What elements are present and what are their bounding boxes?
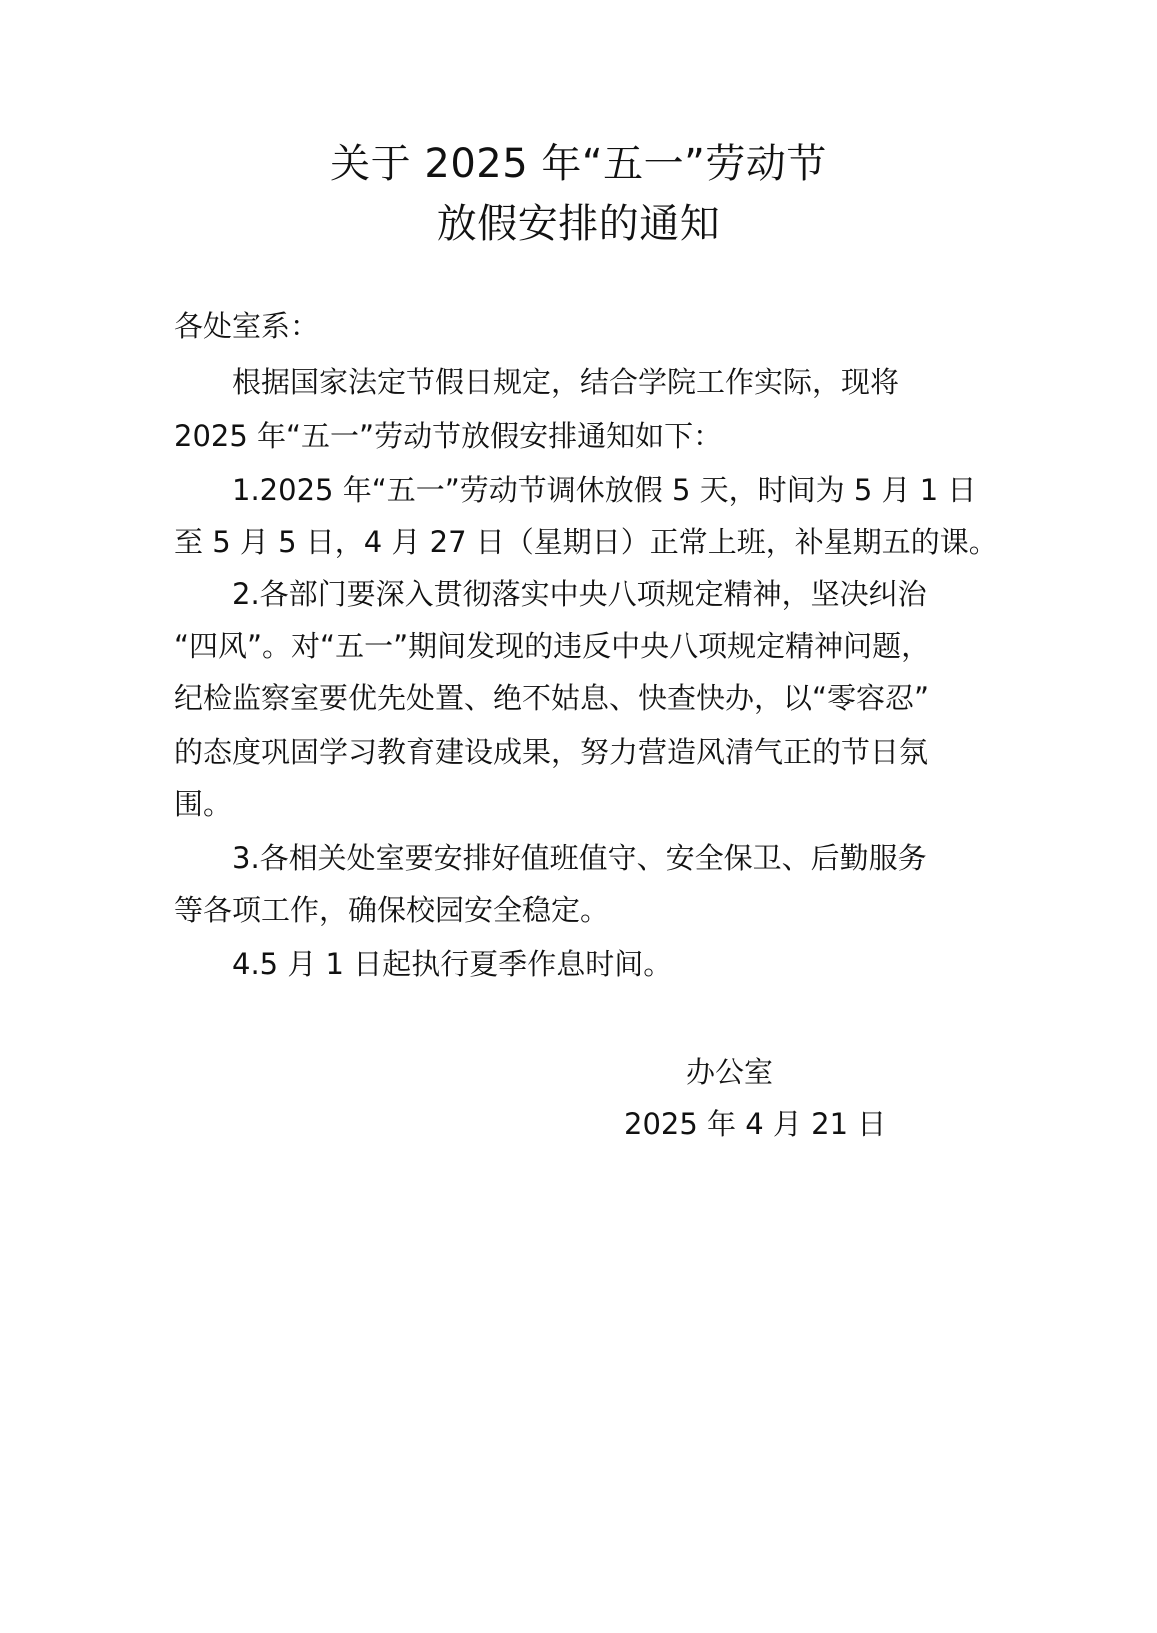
paragraph-line: 至 5 月 5 日，4 月 27 日（星期日）正常上班，补星期五的课。	[174, 525, 998, 559]
paragraph-line: 2.各部门要深入贯彻落实中央八项规定精神，坚决纠治	[174, 577, 927, 611]
paragraph-line: 纪检监察室要优先处置、绝不姑息、快查快办，以“零容忍”	[174, 681, 930, 715]
salutation: 各处室系：	[174, 309, 320, 343]
paragraph-line: 围。	[174, 787, 233, 821]
paragraph-line: 等各项工作，确保校园安全稳定。	[174, 893, 610, 927]
notice-title-line1: 关于 2025 年“五一”劳动节	[330, 141, 827, 187]
paragraph-line: 1.2025 年“五一”劳动节调休放假 5 天，时间为 5 月 1 日	[174, 473, 977, 507]
issue-date: 2025 年 4 月 21 日	[624, 1107, 887, 1141]
signer: 办公室	[686, 1055, 774, 1089]
paragraph-line: 的态度巩固学习教育建设成果，努力营造风清气正的节日氛	[174, 735, 929, 769]
paragraph-line: 3.各相关处室要安排好值班值守、安全保卫、后勤服务	[174, 841, 927, 875]
paragraph-line: 根据国家法定节假日规定，结合学院工作实际，现将	[174, 365, 900, 399]
notice-title-line2: 放假安排的通知	[436, 201, 721, 247]
paragraph-line: “四风”。对“五一”期间发现的违反中央八项规定精神问题，	[174, 629, 931, 663]
paragraph-line: 4.5 月 1 日起执行夏季作息时间。	[174, 947, 673, 981]
paragraph-line: 2025 年“五一”劳动节放假安排通知如下：	[174, 419, 723, 453]
